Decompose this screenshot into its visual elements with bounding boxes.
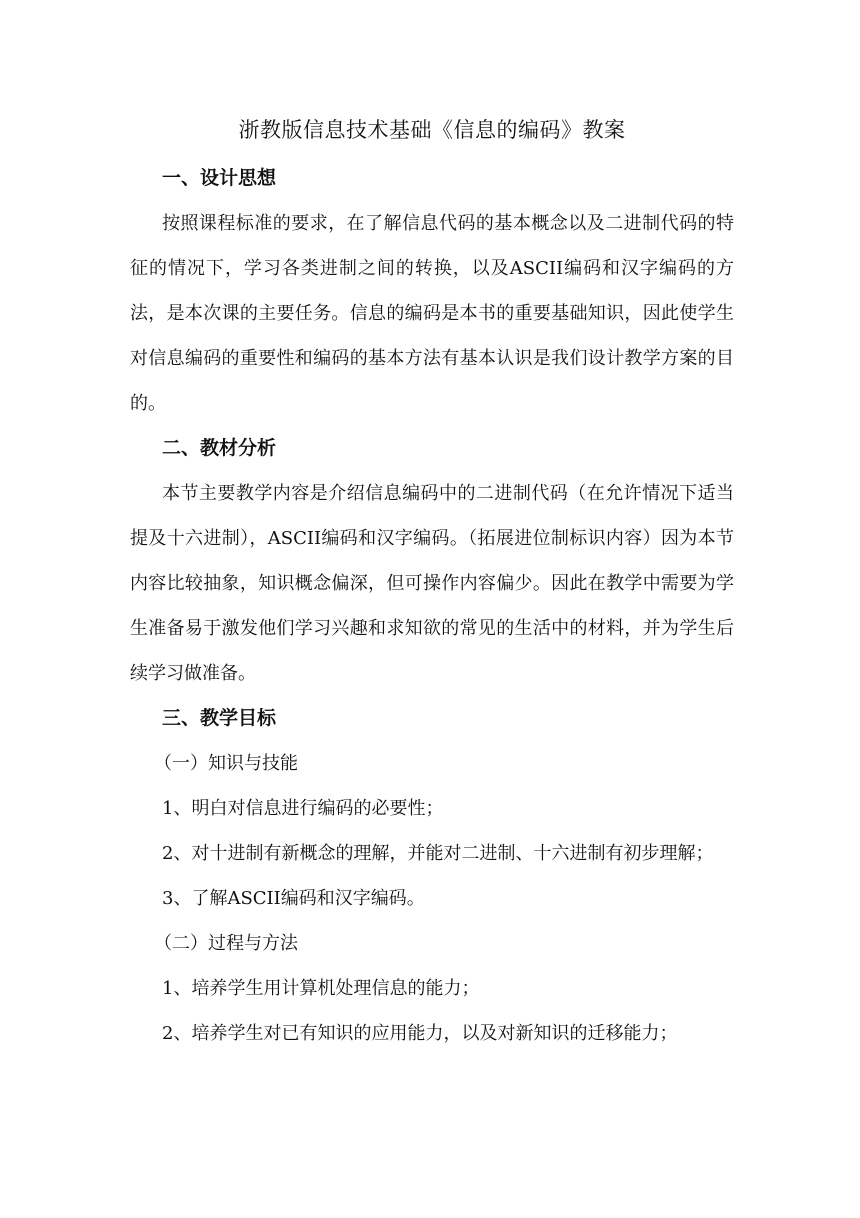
subsection-knowledge-skills: （一）知识与技能 <box>154 753 298 774</box>
objective-item: 3、了解ASCII编码和汉字编码。 <box>162 888 425 909</box>
document-title: 浙教版信息技术基础《信息的编码》教案 <box>238 118 626 142</box>
section-paragraph-materials: 本节主要教学内容是介绍信息编码中的二进制代码（在允许情况下适当提及十六进制），ASCII编码和汉字编码。（拓展进位制标识内容）因为本节内容比较抽象，知识概念偏深，但可操作内容偏少。因此在教学中需要为学生准备易于激发他们学习兴趣和求知欲的常见的生活中的材料，并为学生后续学习做准备。 <box>130 483 734 684</box>
subsection-process-methods: （二）过程与方法 <box>154 933 298 954</box>
objective-item: 2、对十进制有新概念的理解，并能对二进制、十六进制有初步理解； <box>162 843 714 864</box>
section-heading-materials: 二、教材分析 <box>162 437 277 459</box>
objective-item: 2、培养学生对已有知识的应用能力，以及对新知识的迁移能力； <box>162 1023 678 1044</box>
section-paragraph-design: 按照课程标准的要求，在了解信息代码的基本概念以及二进制代码的特征的情况下，学习各类进制之间的转换，以及ASCII编码和汉字编码的方法，是本次课的主要任务。信息的编码是本书的重要基础知识，因此使学生对信息编码的重要性和编码的基本方法有基本认识是我们设计教学方案的目的。 <box>130 213 734 414</box>
objective-item: 1、培养学生用计算机处理信息的能力； <box>162 978 480 999</box>
section-heading-objectives: 三、教学目标 <box>162 707 277 729</box>
objective-item: 1、明白对信息进行编码的必要性； <box>162 798 444 819</box>
document-body <box>130 104 734 1056</box>
section-heading-design: 一、设计思想 <box>162 167 277 189</box>
